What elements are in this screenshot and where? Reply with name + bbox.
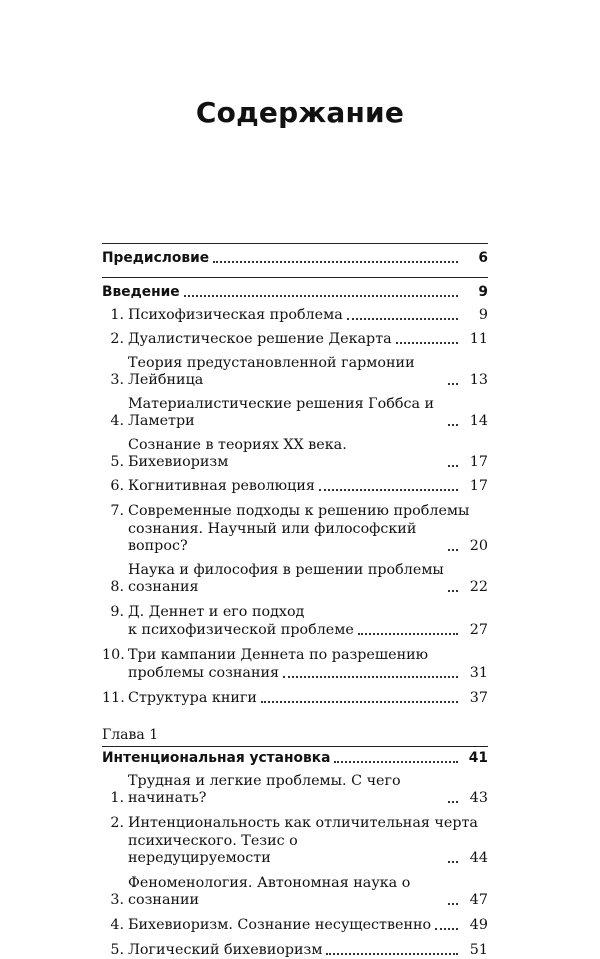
dot-leader [358, 632, 458, 635]
entry-page: 37 [469, 690, 488, 706]
entry-page: 47 [469, 892, 488, 908]
entry-text: Логический бихевиоризм [128, 942, 323, 958]
introduction-item-9-line-1[interactable] [102, 604, 488, 621]
entry-number: 1. [110, 307, 124, 323]
entry-number: 9. [110, 604, 124, 620]
introduction-item-11[interactable] [102, 690, 488, 707]
entry-text: Д. Деннет и его подход [128, 604, 305, 620]
entry-page: 41 [468, 750, 488, 766]
introduction-item-6[interactable] [102, 478, 488, 495]
dot-leader [448, 464, 458, 467]
dot-leader [448, 589, 458, 592]
entry-page: 9 [478, 307, 488, 323]
entry-page: 51 [469, 942, 488, 958]
entry-text: Сознание в теориях XX века. Бихевиоризм [128, 437, 347, 470]
dot-leader [448, 800, 458, 803]
entry-text: Три кампании Деннета по разрешению [128, 647, 429, 663]
introduction-item-7-line-1[interactable] [102, 503, 488, 520]
entry-text: Феноменология. Автономная наука о сознании [128, 875, 411, 908]
entry-text: Современные подходы к решению проблемы [128, 503, 470, 519]
dot-leader [326, 952, 458, 955]
entry-number: 3. [110, 372, 124, 388]
entry-text: Предисловие [102, 250, 210, 266]
introduction-item-4[interactable] [102, 396, 488, 430]
introduction-items [102, 307, 488, 707]
dot-leader [448, 423, 458, 426]
dot-leader [283, 675, 458, 678]
entry-number: 6. [110, 478, 124, 494]
chapter-1-item-5[interactable] [102, 942, 488, 959]
entry-page: 43 [469, 790, 488, 806]
chapter-label: Глава 1 [102, 727, 159, 743]
entry-text: Теория предустановленной гармонии Лейбница [128, 355, 415, 388]
entry-number: 4. [110, 917, 124, 933]
introduction-item-2[interactable] [102, 331, 488, 348]
introduction-item-10-line-2[interactable] [102, 665, 488, 682]
entry-number: 7. [110, 503, 124, 519]
entry-number: 4. [110, 413, 124, 429]
entry-number: 5. [110, 942, 124, 958]
entry-text: Когнитивная революция [128, 478, 315, 494]
dot-leader [347, 317, 458, 320]
chapter-1-item-2-line-2[interactable] [102, 833, 488, 867]
entry-page: 13 [469, 372, 488, 388]
entry-text: Трудная и легкие проблемы. С чего начинать? [128, 773, 401, 806]
entry-page: 17 [469, 454, 488, 470]
entry-page: 27 [469, 622, 488, 638]
dot-leader [396, 341, 458, 344]
chapter-rule [102, 746, 488, 747]
dot-leader [261, 700, 458, 703]
dot-leader [435, 927, 458, 930]
entry-page: 6 [478, 250, 488, 266]
entry-number: 11. [102, 690, 125, 706]
chapter-1-item-1[interactable] [102, 773, 488, 807]
entry-page: 49 [469, 917, 488, 933]
dot-leader [448, 860, 458, 863]
toc-entry-preface[interactable] [102, 250, 488, 267]
entry-number: 2. [110, 331, 124, 347]
entry-page: 22 [469, 579, 488, 595]
dot-leader [334, 760, 458, 763]
entry-number: 8. [110, 579, 124, 595]
entry-page: 44 [469, 850, 488, 866]
preface-rule [102, 243, 488, 244]
introduction-item-3[interactable] [102, 355, 488, 389]
entry-text: Введение [102, 284, 180, 300]
introduction-item-5[interactable] [102, 437, 488, 471]
introduction-item-10-line-1[interactable] [102, 647, 488, 664]
entry-text: проблемы сознания [128, 665, 280, 681]
introduction-item-9-line-2[interactable] [102, 622, 488, 639]
entry-text: Бихевиоризм. Сознание несущественно [128, 917, 432, 933]
entry-text: Интенциональность как отличительная черта [128, 815, 478, 831]
table-of-contents [102, 243, 488, 959]
dot-leader [319, 488, 458, 491]
dot-leader [448, 902, 458, 905]
chapter-1-item-3[interactable] [102, 875, 488, 909]
entry-page: 20 [469, 538, 488, 554]
entry-page: 14 [469, 413, 488, 429]
introduction-rule [102, 277, 488, 278]
entry-page: 17 [469, 478, 488, 494]
introduction-item-1[interactable] [102, 307, 488, 324]
entry-text: Психофизическая проблема [128, 307, 343, 323]
toc-entry-introduction[interactable] [102, 284, 488, 301]
entry-text: Дуалистическое решение Декарта [128, 331, 392, 347]
dot-leader [213, 260, 458, 263]
entry-text: Интенциональная установка [102, 750, 331, 766]
entry-text: Наука и философия в решении проблемы сознания [128, 562, 444, 595]
introduction-item-8[interactable] [102, 562, 488, 596]
entry-page: 9 [478, 284, 488, 300]
entry-number: 5. [110, 454, 124, 470]
entry-text: психического. Тезис о нередуцируемости [128, 833, 298, 866]
entry-text: к психофизической проблеме [128, 622, 354, 638]
entry-text: сознания. Научный или философский вопрос? [128, 521, 417, 554]
chapter-1-items [102, 773, 488, 959]
entry-page: 31 [469, 665, 488, 681]
introduction-item-7-line-2[interactable] [102, 521, 488, 555]
entry-page: 11 [469, 331, 488, 347]
entry-number: 3. [110, 892, 124, 908]
toc-entry-chapter-1[interactable] [102, 750, 488, 767]
chapter-1-item-2-line-1[interactable] [102, 815, 488, 832]
entry-text: Структура книги [128, 690, 257, 706]
entry-number: 2. [110, 815, 124, 831]
entry-number: 1. [110, 790, 124, 806]
entry-text: Материалистические решения Гоббса и Ламетри [128, 396, 435, 429]
chapter-1-item-4[interactable] [102, 917, 488, 934]
dot-leader [184, 294, 458, 297]
entry-number: 10. [102, 647, 125, 663]
dot-leader [448, 382, 458, 385]
page-title: Содержание [195, 96, 405, 129]
dot-leader [448, 548, 458, 551]
